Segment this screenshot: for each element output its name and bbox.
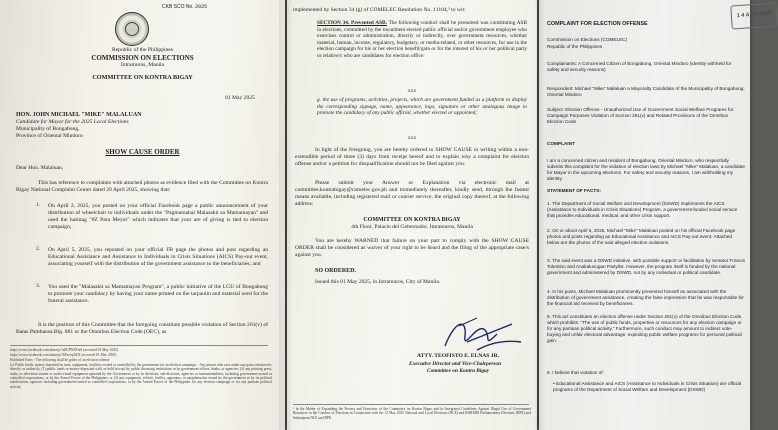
recipient-2: Republic of the Philippines (547, 44, 603, 49)
page-shadow (279, 0, 285, 430)
signatory-role: Executive Director and Vice-Chairperson (409, 361, 502, 367)
addressee-role: Candidate for Mayor for the 2025 Local Elections (16, 119, 129, 125)
item-2-text: On April 5, 2025, you reposted on your official FB page the photos and post regarding an Educational Assistance and Assistance to Individuals in Crisis Situations (AICS) Pay-out event, associating yourself with the distribution of the government assistance to the beneficiaries; and (48, 247, 268, 267)
page2-footnote: ³ In the Matter of Expanding the Powers and Functions of the Committee on Kontra Bigay and its Integrated Guidelines Against Illegal Use of Government Resources in the Conduct of Elections in Connection with the 12 May 2025 National and Local Elections (NLE) and BARMM Parliamentary Elections (BPE) and Subsequent NLE and BPE. (293, 407, 531, 420)
ellipsis-1: xxx (407, 88, 417, 94)
addressee-province: Province of Oriental Mindoro (16, 133, 83, 139)
page-shadow (539, 0, 545, 430)
show-cause-order-page-2 (287, 0, 537, 430)
complainants: Complainants: A Concerned Citizen of Bongabong, Oriental Mindoro (identity withheld for safety and security reasons) (547, 61, 732, 72)
signatory-org: Committee on Kontra Bigay (427, 368, 490, 374)
complaint-body: I am a concerned citizen and resident of Bongabong, Oriental Mindoro, who respectfully submits this complaint for the violation of election laws by Michael "Mike" Malaluan, a candidate for Mayor in the upcoming elections. For safety and security reasons, I am withholding my identity. (547, 158, 745, 181)
committee-address-title: COMMITTEE ON KONTRA BIGAY (363, 217, 461, 223)
received-stamp (730, 2, 778, 29)
issued-line: Issued this 01 May 2025, in Intramuros, City of Manila. (315, 279, 441, 285)
subject: Subject: Election Offense - Unauthorized Use of Government Social Welfare Programs for Campaign Purposes Violation of Section 261(v) and Related Provisions of the Omnibus Election Code (547, 107, 734, 124)
committee-name: COMMITTEE ON KONTRA BIGAY (92, 74, 193, 81)
footnote-ref-1: https://www.facebook.com/share/p/1a9UPNXOzS (accessed 01 May 2025) (10, 348, 119, 352)
document-title: SHOW CAUSE ORDER (105, 148, 180, 156)
page-shadow (287, 0, 293, 430)
fact-5: 5. This act constitutes an election offense under Section 261(v) of the Omnibus Election Code, which prohibits: "The use of public funds, properties or resources for any election campaign or for any partisan political activity." Furthermore, such conduct may amount to indirect vote-buying and unfair electoral advantage, exploiting public welfare programs for personal political gain. (547, 314, 743, 343)
clause-g: g. the use of programs, activities, projects, which are government funded as a platform to display the corresponding signage, name, appearance, logo, signature or other analogous image to promote the candidacy of any public official, whether elected or appointed; (317, 97, 527, 117)
city-line: Intramuros, Manila (120, 62, 165, 68)
item-1-text: On April 2, 2025, you posted on your official Facebook page a public announcement of your distribution of wheelchair to individuals under the "Pagmamahal Malasakit sa Mamamayan" and used the hashtag "#Z Para Meyor" which indicates that your are of giving is tied to election campaign; (48, 203, 268, 230)
show-cause-order-page-1 (0, 0, 285, 430)
footnote-body: (v) Public funds, money deposited in trust, equipment, facilities owned or controlled by the government for an election campaign. - Any person who uses under any guise whatsoever, directly or indirectly, (1) public funds or money deposited with, or held in trust by, public financing institutions or by government offices, banks, or agencies; (2) any printing press, radio, or television station or audio-visual equipment operated by the Government or by its divisions, sub-divisions, agencies or instrumentalities, including government-owned or controlled corporations, or by the Armed Forces of the Philippines; or (3) any equipment, vehicle, facility, apparatus, or paraphernalia owned by the government or by its political subdivisions, agencies including government-owned or controlled corporations, or by the Armed Forces of the Philippines for any election campaign or for any partisan political activity. (10, 363, 272, 389)
section-34-title: SECTION 34. Prevented ASB. (317, 20, 387, 26)
fact-6-bullet: • Educational Assistance and AICS (Assistance to Individuals in Crisis Situation) are official programs of the Department of Social Welfare and Development (DSWD) (553, 381, 742, 392)
addressee-name: HON. JOHN MICHAEL "MIKE" MALALUAN (16, 112, 142, 118)
respondent: Respondent: Michael "Mike" Malaluan a Mayoralty Candidate of the Municipality of Bongabong, Oriental Mindoro (547, 86, 745, 97)
commission-name: COMMISSION ON ELECTIONS (91, 54, 194, 62)
continuation-line: implemented by Section 34 (g) of COMELEC Resolution No. 11104,³ to wit: (293, 7, 466, 13)
item-3-text: You used the "Malasakit sa Mamamayan Program", a public initiative of the LGU of Bongabong to promote your candidacy by having your name printed on the tarpaulin and material used for the funeral assistance. (48, 284, 268, 304)
item-1-number: 1. (36, 202, 41, 208)
recipient-1: Commission on Elections (COMELEC) (547, 37, 628, 42)
complaint-page (539, 0, 772, 430)
republic-line: Republic of the Philippines (111, 47, 174, 53)
addressee-municipality: Municipality of Bongabong, (16, 126, 80, 132)
fact-3: 3. The said event was a DSWD initiative, with possible support or facilitation by Senator Francis Tolentino and Anakalusugan Partylist. However, the program itself is funded by the national government and administered by DSWD, not by any individual or political candidate. (547, 258, 745, 275)
footnote-divider (293, 404, 529, 405)
fact-1: 1. The Department of Social Welfare and Development (DSWD) implements the AICS (Assistance to Individuals in Crisis Situations) Program, a government-funded social service that provides educational, medical, and other crisis support. (547, 201, 738, 218)
fact-2: 2. On or about April 5, 2025, Michael "Mike" Malaluan posted on his official Facebook page photos and posts regarding an Educational Assistance and AICS Pay-out event. Attached below are the photos of the said alleged election violations. (547, 228, 736, 245)
ckb-number: 2025 (195, 4, 208, 10)
position-paragraph: It is the position of this Committee that the foregoing constitute possible violation of Section 261(v) of Batas Pambansa Blg. 881 or the Omnibus Election Code (OEC), as (16, 322, 268, 335)
comelec-seal-icon (115, 12, 149, 46)
warning-paragraph: You are hereby WARNED that failure on your part to comply with the SHOW CAUSE ORDER shall be considered as waiver of your right to be heard and the filing of the appropriate case/s against you. (295, 238, 529, 258)
directive-paragraph: In light of the foregoing, you are hereby ordered to SHOW CAUSE in writing within a non-extendible period of three (3) days from receipt hereof and to explain why a complaint for election offense and/or a petition for disqualification should not be filed against you. (295, 147, 529, 167)
intro-paragraph: This has reference to complaints with attached photos as evidence filed with the Committee on Kontra Bigay National Complaint Center dated 29 April 2025, showing that: (16, 180, 268, 193)
complaint-heading: COMPLAINT (547, 141, 575, 146)
signatory-name: ATTY. TEOFISTO E. ELNAS JR. (417, 353, 500, 359)
section-34-text (317, 20, 527, 60)
received-stamp-date: 1 4 APR 2025 (736, 10, 772, 20)
committee-address-line: 4th Floor, Palacio del Gobernador, Intramuros, Manila (351, 224, 473, 230)
facts-heading: STATEMENT OF FACTS: (547, 188, 601, 193)
fact-4: 4. In his posts, Michael Malaluan prominently presented himself as associated with the distribution of government assistance, creating the false impression that he was responsible for the financial aid received by beneficiaries. (547, 289, 744, 306)
submission-paragraph: Please submit your Answer or Explanation via electronic mail at committee.kontrabigay@comelec.gov.ph and immediately thereafter, kindly send, through the fastest means available, including registered mail or courier service, the original copy thereof, at the following address: (295, 180, 529, 207)
letter-date: 01 May 2025 (225, 95, 255, 101)
ckb-label: CKB SCO No. (162, 4, 196, 10)
footnote-ref-2: https://www.facebook.com/share/p/16Fwvqi5ZX (accessed 01 May 2025) (10, 353, 117, 357)
complaint-title: COMPLAINT FOR ELECTION OFFENSE (547, 21, 648, 27)
fact-6: 6. I believe that violation of: (547, 370, 604, 375)
salutation: Dear Hon. Malaluan, (16, 165, 64, 171)
item-3-number: 3. (36, 283, 41, 289)
ellipsis-2: xxx (407, 135, 417, 141)
ckb-reference (162, 5, 207, 10)
section-34-body: The following conduct shall be presumed was constituting ASB in elections, committed by the incumbent elected public official and/or government employee who exercises control or administration, directly or indirectly, over government resources, whether material, human, income, regulatory, budgetary, or media-related, or other resources, for use in the election campaign for his or her election benefit/gain or for the interest of his or her political party or relative/s who are candidates for election office: (317, 20, 528, 60)
footnote-divider (10, 345, 268, 346)
item-2-number: 2. (36, 246, 41, 252)
footnote-rule: Published Facts - The following shall be guilty of an election offense: (10, 358, 111, 362)
so-ordered: SO ORDERED. (315, 268, 357, 274)
